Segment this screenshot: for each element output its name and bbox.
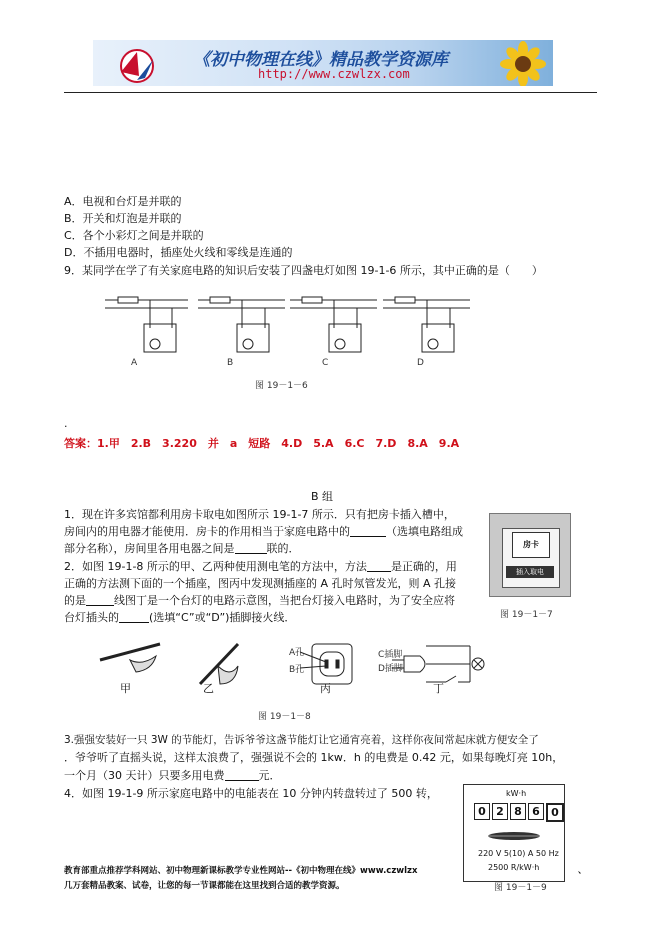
meter-unit: kW·h: [506, 789, 527, 798]
fig8-label-yi: 乙: [203, 682, 214, 695]
option-d: D．不插用电器时，插座处火线和零线是连通的: [64, 246, 293, 259]
b1-line2: 房间内的用电器才能使用．房卡的作用相当于家庭电路中的 （选填电路组成: [64, 525, 463, 538]
room-card: 房卡: [512, 532, 550, 558]
fig9-caption: 图 19－1－9: [494, 883, 547, 893]
option-a: A．电视和台灯是并联的: [64, 195, 182, 208]
b1-line3: 部分名称），房间里各用电器之间是 联的．: [64, 542, 300, 555]
socket-hole-a: A孔: [289, 648, 305, 658]
stray-dot: .: [64, 417, 68, 430]
card-slot: 插入取电: [506, 566, 554, 578]
banner-url[interactable]: http://www.czwlzx.com: [258, 67, 410, 81]
b3-line1: 3.强强安装好一只 3W 的节能灯，告诉爷爷这盏节能灯让它通宵亮着，这样你夜间常起床就方便安全了: [64, 734, 539, 746]
meter-digits: [474, 803, 566, 822]
plug-pin-c: C插脚: [378, 650, 403, 660]
footer-line1: 教育部重点推荐学科网站、初中物理新课标教学专业性网站--《初中物理在线》www.czwlzx: [64, 866, 418, 876]
footer-line1-tail: 、: [578, 866, 587, 876]
meter-digit: 0: [474, 803, 490, 820]
meter-digit: 0: [546, 803, 564, 822]
b3-line2: ．爷爷听了直摇头说，这样太浪费了，强强说不会的 1kw．h 的电费是 0.42 元，如果每晚灯亮 10h，: [64, 751, 564, 764]
meter-digit: 2: [492, 803, 508, 820]
fig7-caption: 图 19－1－7: [500, 610, 553, 620]
fig8-caption: 图 19－1－8: [258, 712, 311, 722]
meter-rate: 2500 R/kW·h: [488, 863, 540, 872]
fig8-label-bing: 丙: [320, 682, 331, 695]
header-banner: [93, 40, 553, 86]
lamp-circuit-ding-icon: [392, 646, 484, 682]
answer-line: 答案：1.甲 2.B 3.220 并 a 短路 4.D 5.A 6.C 7.D 8.A 9.A: [64, 437, 460, 450]
b2-line1: 2．如图 19-1-8 所示的甲、乙两种使用测电笔的方法中，方法 是正确的，用: [64, 560, 457, 573]
circuit-a: [105, 297, 188, 352]
socket-hole-b: B孔: [289, 665, 305, 675]
logo-icon: [93, 40, 183, 86]
b4-line1: 4．如图 19-1-9 所示家庭电路中的电能表在 10 分钟内转盘转过了 500 转，: [64, 787, 438, 800]
tester-jia-icon: [100, 644, 160, 672]
b2-line2: 正确的方法测下面的一个插座，图丙中发现测插座的 A 孔时氖管发光，则 A 孔接: [64, 577, 457, 590]
option-c: C．各个小彩灯之间是并联的: [64, 229, 204, 242]
fig6-label-d: D: [417, 358, 424, 368]
meter-disc-icon: [484, 829, 544, 843]
fig6-label-a: A: [131, 358, 138, 368]
banner-title: 《初中物理在线》精品教学资源库: [193, 50, 448, 70]
fig8-label-jia: 甲: [120, 682, 131, 695]
figure-19-1-6: [100, 288, 490, 392]
fig6-label-c: C: [322, 358, 329, 368]
fig6-caption: 图 19－1－6: [255, 381, 308, 391]
room-card-photo: [489, 513, 571, 597]
group-b-title: B 组: [311, 490, 334, 503]
question-9: 9．某同学在学了有关家庭电路的知识后安装了四盏电灯如图 19-1-6 所示，其中正确的是（ ）: [64, 264, 543, 277]
b1-line1: 1．现在许多宾馆都利用房卡取电如图所示 19-1-7 所示．只有把房卡插入槽中，: [64, 508, 455, 521]
b3-line3: 一个月（30 天计）只要多用电费 元．: [64, 769, 281, 782]
fig8-label-ding: 丁: [433, 682, 444, 695]
meter-digit: 6: [528, 803, 544, 820]
footer-line2: 几万套精品教案、试卷，让您的每一节课都能在这里找到合适的教学资源。: [64, 881, 345, 891]
circuit-c: [290, 297, 377, 352]
header-divider: [64, 92, 597, 93]
b2-line4: 台灯插头的 (选填“C”或“D”)插脚接火线．: [64, 611, 296, 624]
b2-line3: 的是 线图丁是一个台灯的电路示意图，当把台灯接入电路时，为了安全应将: [64, 594, 455, 607]
socket-bing-icon: [300, 644, 352, 684]
tester-yi-icon: [200, 644, 238, 684]
fig6-label-b: B: [227, 358, 234, 368]
meter-spec: 220 V 5(10) A 50 Hz: [478, 849, 559, 858]
energy-meter: [463, 784, 565, 882]
option-b: B．开关和灯泡是并联的: [64, 212, 182, 225]
sunflower-icon: [493, 40, 553, 86]
plug-pin-d: D插脚: [378, 664, 403, 674]
circuit-d: [383, 297, 470, 352]
meter-digit: 8: [510, 803, 526, 820]
circuit-b: [198, 297, 285, 352]
